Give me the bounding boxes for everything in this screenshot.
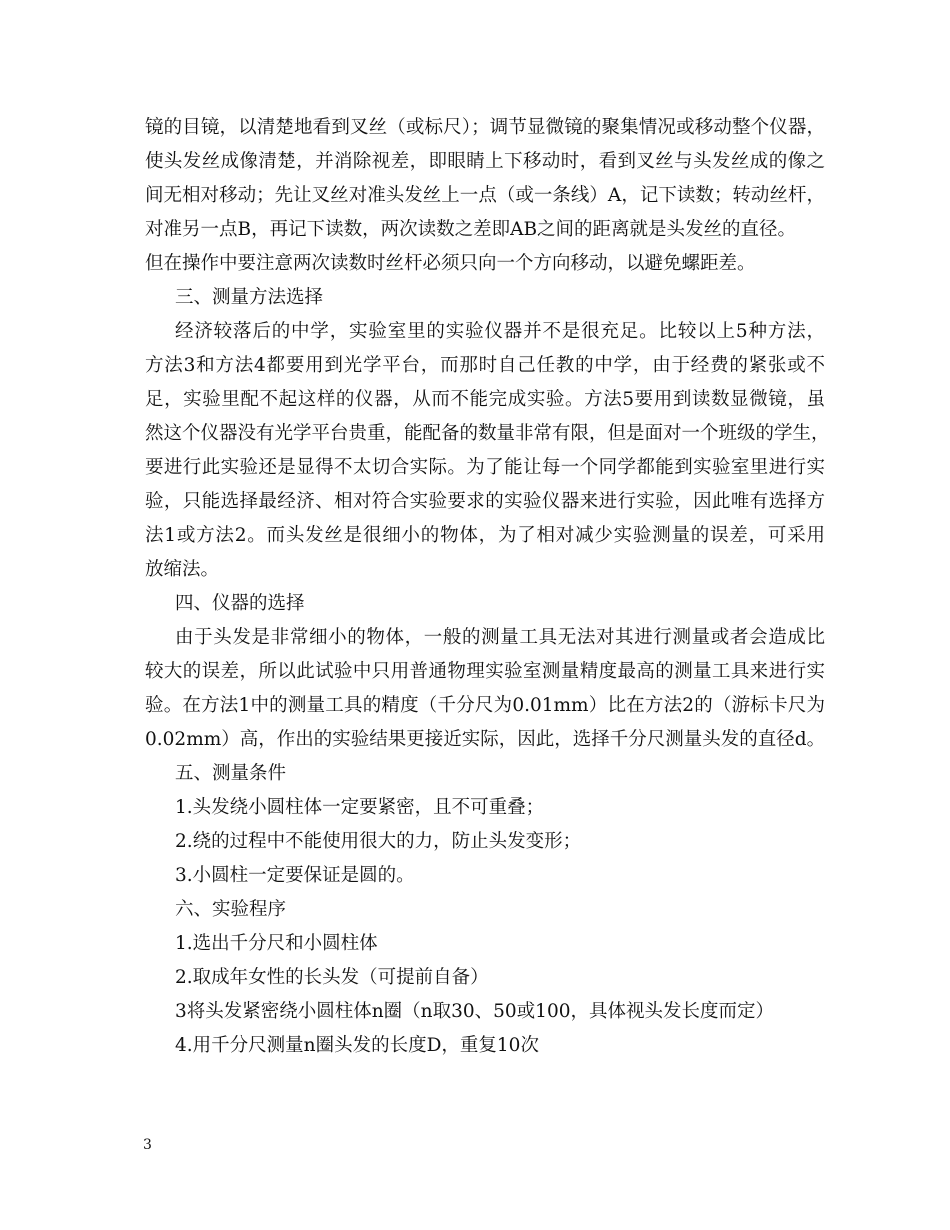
body-text-line: 验，只能选择最经济、相对符合实验要求的实验仪器来进行实验，因此唯有选择方 — [145, 491, 825, 512]
body-text-line: 然这个仪器没有光学平台贵重，能配备的数量非常有限，但是面对一个班级的学生， — [145, 423, 830, 444]
body-text-line: 经济较落后的中学，实验室里的实验仪器并不是很充足。比较以上5种方法， — [175, 321, 825, 342]
list-item: 3.小圆柱一定要保证是圆的。 — [175, 865, 415, 886]
body-text-line: 足，实验里配不起这样的仪器，从而不能完成实验。方法5要用到读数显微镜，虽 — [145, 389, 825, 410]
body-text-line: 但在操作中要注意两次读数时丝杆必须只向一个方向移动，以避免螺距差。 — [145, 253, 756, 274]
body-text-line: 放缩法。 — [145, 559, 220, 580]
body-text-line: 较大的误差，所以此试验中只用普通物理实验室测量精度最高的测量工具来进行实 — [145, 661, 825, 682]
page-number: 3 — [143, 1137, 152, 1153]
body-text-line: 要进行此实验还是显得不太切合实际。为了能让每一个同学都能到实验室里进行实 — [145, 457, 825, 478]
section-heading: 四、仪器的选择 — [175, 593, 305, 614]
list-item: 4.用千分尺测量n圈头发的长度D，重复10次 — [175, 1035, 539, 1056]
section-heading: 六、实验程序 — [175, 899, 287, 920]
list-item: 1.选出千分尺和小圆柱体 — [175, 933, 378, 954]
body-text-line: 对准另一点B，再记下读数，两次读数之差即AB之间的距离就是头发丝的直径。 — [145, 219, 797, 240]
body-text-line: 验。在方法1中的测量工具的精度（千分尺为0.01mm）比在方法2的（游标卡尺为 — [145, 695, 825, 716]
body-text-line: 方法3和方法4都要用到光学平台，而那时自己任教的中学，由于经费的紧张或不 — [145, 355, 825, 376]
list-item: 2.绕的过程中不能使用很大的力，防止头发变形； — [175, 831, 582, 852]
list-item: 1.头发绕小圆柱体一定要紧密，且不可重叠； — [175, 797, 545, 818]
body-text-line: 使头发丝成像清楚，并消除视差，即眼睛上下移动时，看到叉丝与头发丝成的像之 — [145, 151, 825, 172]
list-item: 3将头发紧密绕小圆柱体n圈（n取30、50或100，具体视头发长度而定） — [175, 1001, 774, 1022]
body-text-line: 0.02mm）高，作出的实验结果更接近实际，因此，选择千分尺测量头发的直径d。 — [145, 729, 826, 750]
section-heading: 五、测量条件 — [175, 763, 287, 784]
list-item: 2.取成年女性的长头发（可提前自备） — [175, 967, 489, 988]
body-text-line: 镜的目镜，以清楚地看到叉丝（或标尺）；调节显微镜的聚集情况或移动整个仪器， — [145, 117, 825, 138]
body-text-line: 由于头发是非常细小的物体，一般的测量工具无法对其进行测量或者会造成比 — [175, 627, 825, 648]
body-text-line: 间无相对移动；先让叉丝对准头发丝上一点（或一条线）A，记下读数；转动丝杆， — [145, 185, 825, 206]
body-text-line: 法1或方法2。而头发丝是很细小的物体，为了相对减少实验测量的误差，可采用 — [145, 525, 825, 546]
section-heading: 三、测量方法选择 — [175, 287, 324, 308]
